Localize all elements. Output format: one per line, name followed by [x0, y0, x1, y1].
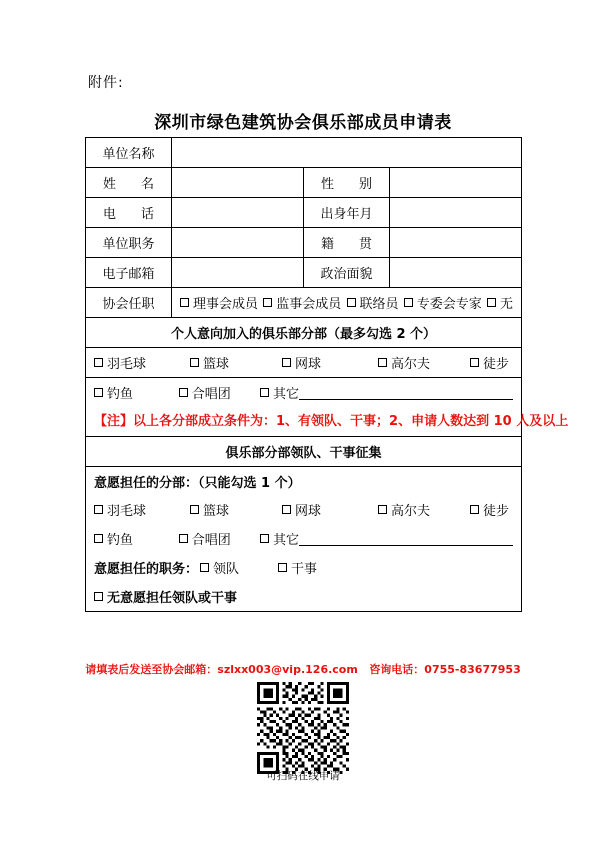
checkbox-role-4[interactable]: [487, 293, 513, 312]
checkbox-lead-fishing[interactable]: [94, 529, 179, 548]
checkbox-label: 钓鱼: [107, 387, 134, 402]
checkbox-role-1[interactable]: [263, 293, 341, 312]
table-row: [86, 288, 522, 318]
checkbox-icon[interactable]: [200, 563, 209, 572]
table-row: [86, 553, 522, 581]
label-gender: 性 别: [304, 168, 390, 198]
lead-other-input[interactable]: [299, 532, 513, 546]
value-birth[interactable]: [390, 198, 522, 228]
checkbox-lead-other[interactable]: [260, 529, 513, 548]
label-phone: 电 话: [86, 198, 172, 228]
checkbox-icon[interactable]: [470, 358, 479, 367]
no-willing-row: [86, 581, 522, 612]
checkbox-label: 监事会成员: [276, 297, 342, 312]
table-row: [86, 467, 522, 496]
footer-phone: 咨询电话：0755-83677953: [369, 663, 521, 676]
label-unit-name: 单位名称: [86, 138, 172, 168]
checkbox-icon[interactable]: [180, 298, 189, 307]
checkbox-label: 钓鱼: [107, 533, 134, 548]
lead-options-row-2: [86, 524, 522, 553]
checkbox-lead-golf[interactable]: [378, 500, 470, 519]
checkbox-icon[interactable]: [94, 505, 103, 514]
application-form-table: [85, 137, 569, 612]
checkbox-label: 联络员: [359, 297, 399, 312]
qr-caption: 可扫码在线申请: [266, 770, 340, 782]
checkbox-label: 专委会专家: [416, 297, 482, 312]
checkbox-no-willing[interactable]: [94, 587, 237, 606]
checkbox-icon[interactable]: [263, 298, 272, 307]
checkbox-label: 合唱团: [191, 387, 231, 402]
checkbox-lead-hiking[interactable]: [470, 500, 509, 519]
checkbox-icon[interactable]: [378, 505, 387, 514]
table-row: [86, 198, 522, 228]
checkbox-duty-leader[interactable]: [200, 558, 278, 577]
checkbox-icon[interactable]: [378, 358, 387, 367]
label-political-status: 政治面貌: [304, 258, 390, 288]
join-other-input[interactable]: [299, 386, 513, 400]
willing-branch-label: 意愿担任的分部：（只能勾选 1 个）: [86, 467, 522, 496]
join-note: 【注】以上各分部成立条件为：1、有领队、干事；2、申请人数达到 10 人及以上: [86, 407, 522, 437]
label-name: 姓 名: [86, 168, 172, 198]
checkbox-label: 其它: [273, 533, 300, 548]
checkbox-join-basketball[interactable]: [190, 353, 282, 372]
label-unit-position: 单位职务: [86, 228, 172, 258]
checkbox-join-other[interactable]: [260, 383, 513, 402]
checkbox-label: 羽毛球: [107, 357, 147, 372]
checkbox-icon[interactable]: [94, 388, 103, 397]
label-native-place: 籍 贯: [304, 228, 390, 258]
checkbox-duty-staff[interactable]: [278, 558, 317, 577]
checkbox-label: 合唱团: [191, 533, 231, 548]
table-row: [86, 437, 522, 467]
checkbox-label: 领队: [213, 561, 240, 577]
willing-duty-label: 意愿担任的职务：: [94, 561, 199, 577]
checkbox-icon[interactable]: [404, 298, 413, 307]
value-political-status[interactable]: [390, 258, 522, 288]
page-title: 深圳市绿色建筑协会俱乐部成员申请表: [154, 113, 452, 133]
checkbox-icon[interactable]: [190, 505, 199, 514]
checkbox-join-tennis[interactable]: [282, 353, 378, 372]
checkbox-join-fishing[interactable]: [94, 383, 179, 402]
association-role-options: [172, 288, 522, 318]
table-row: [86, 168, 522, 198]
checkbox-icon[interactable]: [282, 358, 291, 367]
checkbox-lead-basketball[interactable]: [190, 500, 282, 519]
checkbox-role-2[interactable]: [347, 293, 399, 312]
table-row: [86, 407, 522, 437]
checkbox-label: 网球: [295, 504, 322, 519]
checkbox-role-0[interactable]: [180, 293, 258, 312]
checkbox-label: 无意愿担任领队或干事: [107, 590, 238, 606]
checkbox-join-hiking[interactable]: [470, 353, 509, 372]
table-row: [86, 378, 522, 408]
checkbox-label: 无: [500, 297, 514, 312]
checkbox-join-badminton[interactable]: [94, 353, 190, 372]
checkbox-icon[interactable]: [282, 505, 291, 514]
checkbox-icon[interactable]: [470, 505, 479, 514]
checkbox-lead-badminton[interactable]: [94, 500, 190, 519]
qr-code-wrapper: [0, 682, 606, 778]
checkbox-label: 羽毛球: [107, 504, 147, 519]
checkbox-label: 篮球: [203, 504, 230, 519]
value-unit-position[interactable]: [172, 228, 304, 258]
join-options-row-2: [86, 378, 522, 408]
checkbox-icon[interactable]: [94, 534, 103, 543]
checkbox-join-golf[interactable]: [378, 353, 470, 372]
checkbox-label: 理事会成员: [193, 297, 259, 312]
checkbox-label: 高尔夫: [391, 357, 431, 372]
checkbox-label: 徒步: [483, 504, 510, 519]
label-birth: 出身年月: [304, 198, 390, 228]
checkbox-label: 其它: [273, 387, 300, 402]
join-options-row-1: [86, 348, 522, 378]
checkbox-icon[interactable]: [179, 388, 188, 397]
checkbox-lead-tennis[interactable]: [282, 500, 378, 519]
qr-code-image: [257, 682, 349, 774]
table-row: [86, 258, 522, 288]
table-row: [86, 318, 522, 348]
section-heading-join: 个人意向加入的俱乐部分部（最多勾选 2 个）: [86, 318, 522, 348]
willing-duty-row: [86, 553, 522, 581]
checkbox-label: 干事: [291, 561, 318, 577]
checkbox-icon[interactable]: [179, 534, 188, 543]
table-row: [86, 495, 522, 524]
value-gender[interactable]: [390, 168, 522, 198]
value-phone[interactable]: [172, 198, 304, 228]
checkbox-icon[interactable]: [487, 298, 496, 307]
checkbox-label: 徒步: [483, 357, 510, 372]
value-name[interactable]: [172, 168, 304, 198]
footer-note: [0, 661, 606, 677]
value-email[interactable]: [172, 258, 304, 288]
checkbox-role-3[interactable]: [404, 293, 482, 312]
checkbox-lead-choir[interactable]: [179, 529, 260, 548]
table-row: [86, 581, 522, 612]
checkbox-icon[interactable]: [94, 592, 103, 601]
checkbox-label: 篮球: [203, 357, 230, 372]
checkbox-label: 高尔夫: [391, 504, 431, 519]
section-heading-lead: 俱乐部分部领队、干事征集: [86, 437, 522, 467]
checkbox-icon[interactable]: [278, 563, 287, 572]
checkbox-join-choir[interactable]: [179, 383, 260, 402]
checkbox-label: 网球: [295, 357, 322, 372]
footer-note-prefix: 请填表后发送至协会邮箱：: [85, 663, 218, 676]
table-row: [86, 228, 522, 258]
label-association-role: 协会任职: [86, 288, 172, 318]
label-email: 电子邮箱: [86, 258, 172, 288]
value-native-place[interactable]: [390, 228, 522, 258]
checkbox-icon[interactable]: [347, 298, 356, 307]
checkbox-icon[interactable]: [190, 358, 199, 367]
value-unit-name[interactable]: [172, 138, 522, 168]
table-row: [86, 348, 522, 378]
checkbox-icon[interactable]: [260, 534, 269, 543]
checkbox-icon[interactable]: [260, 388, 269, 397]
checkbox-icon[interactable]: [94, 358, 103, 367]
lead-options-row-1: [86, 495, 522, 524]
table-row: [86, 138, 522, 168]
table-row: [86, 524, 522, 553]
footer-email[interactable]: szlxx003@vip.126.com: [217, 663, 358, 676]
attachment-label: 附件:: [88, 75, 124, 91]
